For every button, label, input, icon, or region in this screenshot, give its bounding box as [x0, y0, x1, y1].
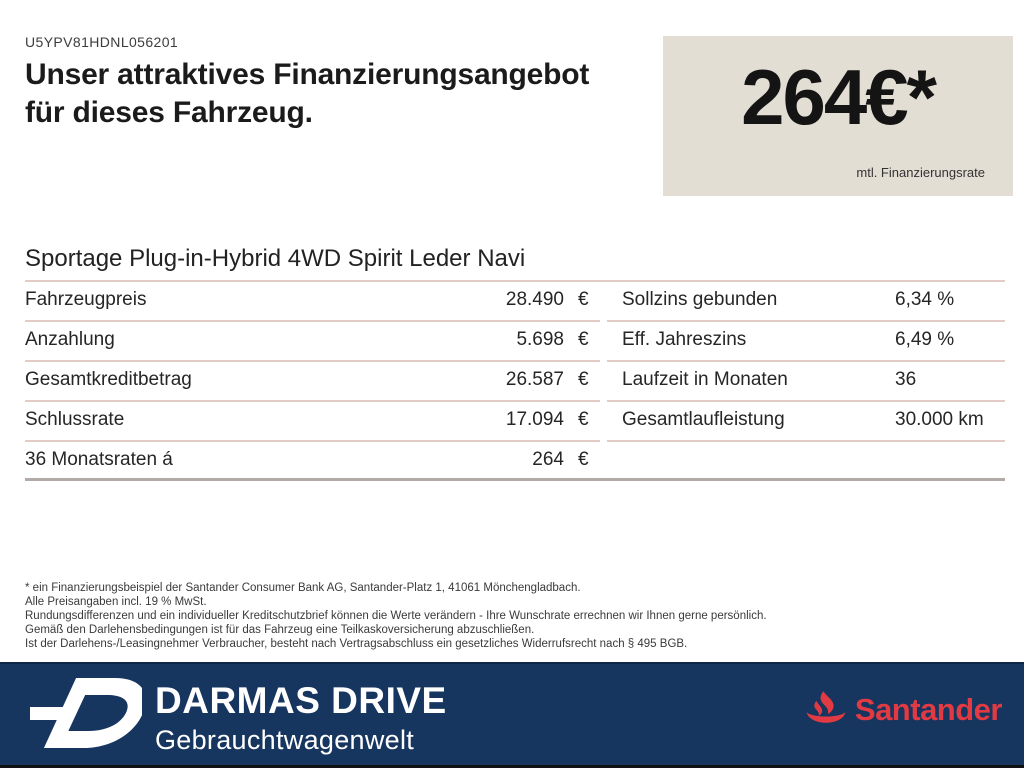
row-label: 36 Monatsraten á — [25, 449, 173, 470]
table-row-schlussrate — [25, 400, 600, 442]
footnote-line: Ist der Darlehens-/Leasingnehmer Verbraucher, besteht nach Vertragsabschluss ein gesetzliches Widerrufsrecht nach § 495 BGB. — [25, 638, 688, 650]
model-title: Sportage Plug-in-Hybrid 4WD Spirit Leder Navi — [25, 245, 1005, 282]
table-row-anzahlung — [25, 320, 600, 362]
santander-wordmark: Santander — [854, 691, 1002, 727]
dealer-name: DARMAS DRIVE — [155, 680, 447, 721]
row-label: Laufzeit in Monaten — [622, 369, 788, 390]
table-bottom-rule — [25, 478, 1005, 481]
row-unit: € — [578, 369, 589, 390]
rate-caption: mtl. Finanzierungsrate — [856, 165, 985, 180]
row-value: 6,49 % — [895, 329, 955, 350]
row-label: Schlussrate — [25, 409, 125, 430]
row-value: 6,34 % — [895, 289, 955, 310]
dealer-subtitle: Gebrauchtwagenwelt — [155, 725, 415, 755]
row-label: Fahrzeugpreis — [25, 289, 147, 310]
footnote-line: Alle Preisangaben incl. 19 % MwSt. — [25, 596, 207, 608]
row-value: 17.094 — [505, 409, 564, 430]
footnote-line: * ein Finanzierungsbeispiel der Santander Consumer Bank AG, Santander-Platz 1, 41061 Mönchengladbach. — [25, 582, 581, 594]
row-unit: € — [578, 409, 589, 430]
table-row-gesamtkreditbetrag — [25, 360, 600, 402]
vin-text: U5YPV81HDNL056201 — [25, 34, 179, 50]
offer-title-line1: Unser attraktives Finanzierungsangebot — [25, 58, 590, 91]
table-row-monatsraten — [25, 440, 600, 480]
footnote-line: Gemäß den Darlehensbedingungen ist für das Fahrzeug eine Teilkaskoversicherung abzuschließen. — [25, 624, 535, 636]
offer-title — [25, 56, 655, 132]
santander-logo — [805, 690, 1002, 729]
row-label: Gesamtlaufleistung — [622, 409, 785, 430]
row-value: 28.490 — [505, 289, 564, 310]
table-row-fahrzeugpreis — [25, 280, 600, 322]
row-unit: € — [578, 329, 589, 350]
rate-box — [663, 36, 1013, 196]
footer-bar — [0, 662, 1024, 765]
footnote-line: Rundungsdifferenzen und ein individueller Kreditschutzbrief können die Werte verändern - Ihre Wunschrate errechnen wir Ihnen gerne persönlich. — [25, 610, 767, 622]
row-label: Gesamtkreditbetrag — [25, 369, 192, 390]
table-row-sollzins — [607, 280, 1005, 322]
table-row-laufleistung — [607, 400, 1005, 442]
row-value: 5.698 — [516, 329, 564, 350]
row-unit: € — [578, 289, 589, 310]
row-label: Sollzins gebunden — [622, 289, 778, 310]
row-label: Anzahlung — [25, 329, 115, 350]
offer-title-line2: für dieses Fahrzeug. — [25, 96, 313, 129]
row-value: 26.587 — [505, 369, 564, 390]
rate-amount: 264€* — [741, 53, 935, 141]
santander-flame-icon — [805, 690, 847, 729]
table-row-laufzeit — [607, 360, 1005, 402]
table-row-jahreszins — [607, 320, 1005, 362]
row-value: 30.000 km — [895, 409, 984, 430]
footnotes — [25, 581, 985, 651]
row-label: Eff. Jahreszins — [622, 329, 747, 350]
dealer-text-block — [155, 682, 447, 756]
row-unit: € — [578, 449, 589, 470]
darmas-d-logo-icon — [30, 674, 142, 759]
row-value: 36 — [895, 369, 917, 390]
row-value: 264 — [532, 449, 564, 470]
